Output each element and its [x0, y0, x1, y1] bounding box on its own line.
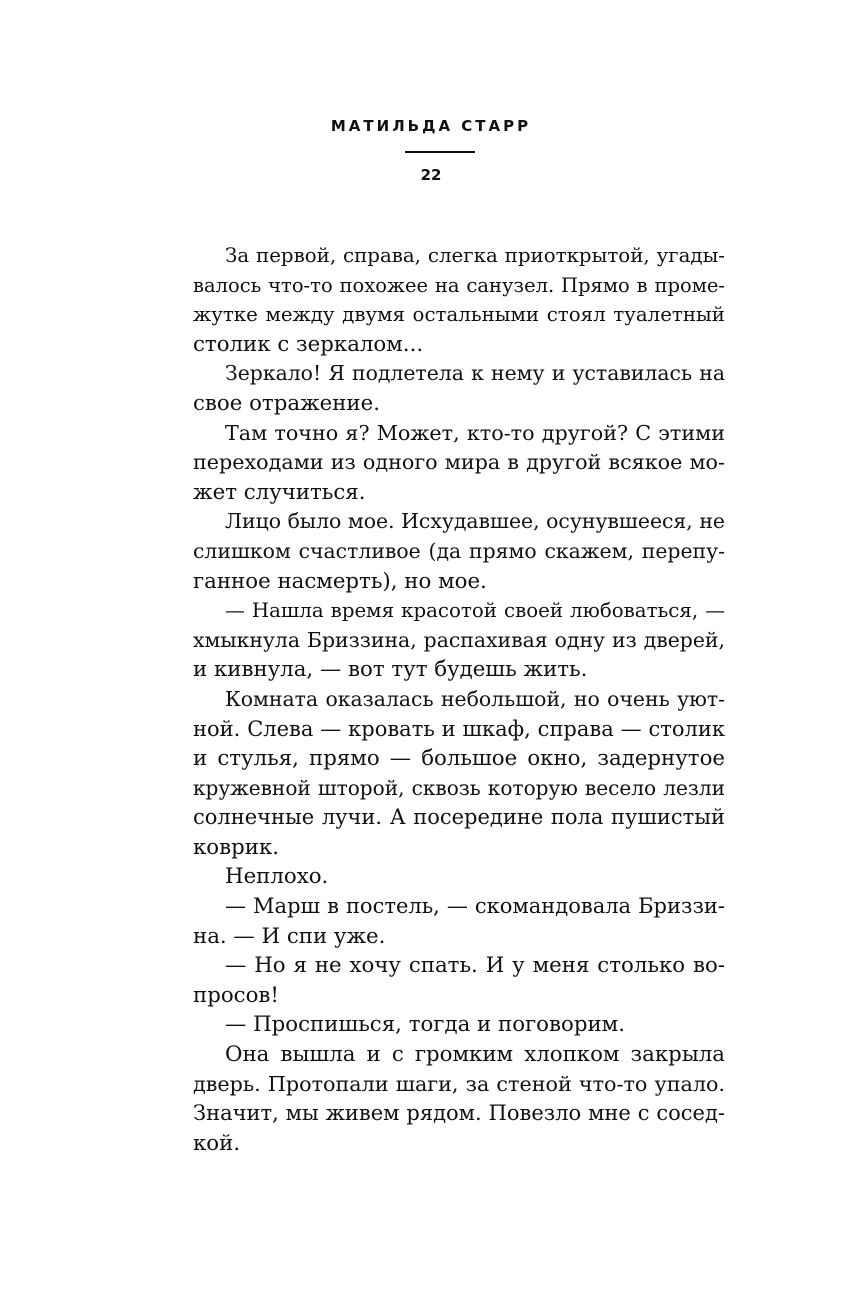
text-line: столик с зеркалом... [193, 331, 424, 357]
text-line: и кивнула, — вот тут будешь жить. [193, 657, 588, 683]
text-line: солнечные лучи. А посередине пола пушистый [193, 805, 725, 830]
text-line: ной. Слева — кровать и шкаф, справа — столик [193, 716, 725, 741]
text-line: Лицо было мое. Исхудавшее, осунувшееся, не [225, 509, 725, 534]
text-line: жутке между двумя остальными стоял туалетный [193, 303, 725, 327]
text-line: жет случиться. [193, 479, 366, 505]
text-line: на. — И спи уже. [193, 923, 386, 949]
text-line: переходами из одного мира в другой всякое мо- [193, 450, 725, 475]
text-line: и стулья, прямо — большое окно, задернутое [193, 746, 725, 772]
text-line: Там точно я? Может, кто-то другой? С этими [225, 420, 725, 445]
running-header [0, 116, 844, 185]
text-line: кружевной шторой, сквозь которую весело лезли [193, 775, 725, 800]
text-line: просов! [193, 982, 279, 1008]
text-line: — Нашла время красотой своей любоваться, — [225, 599, 725, 623]
page-number: 22 [420, 166, 442, 184]
text-line: хмыкнула Бриззина, распахивая одну из дверей, [193, 627, 725, 652]
text-line: Неплохо. [225, 864, 329, 890]
header-divider [405, 151, 475, 153]
text-line: Комната оказалась небольшой, но очень уют- [225, 686, 725, 711]
text-line: Она вышла и с громким хлопком закрыла [225, 1042, 725, 1068]
text-line: свое отражение. [193, 390, 381, 416]
text-line: — Проспишься, тогда и поговорим. [225, 1012, 625, 1038]
text-line: За первой, справа, слегка приоткрытой, угады- [225, 244, 725, 267]
text-line: Зеркало! Я подлетела к нему и уставилась на [225, 361, 725, 386]
text-line: слишком счастливое (да прямо скажем, перепу- [193, 538, 725, 563]
text-line: Значит, мы живем рядом. Повезло мне с сосед- [193, 1101, 725, 1126]
text-line: ганное насмерть), но мое. [193, 568, 487, 594]
text-line: — Марш в постель, — скомандовала Бриззи- [225, 894, 725, 919]
text-line: дверь. Протопали шаги, за стеной что-то упало. [193, 1071, 725, 1096]
text-line: кой. [193, 1130, 241, 1156]
text-line: — Но я не хочу спать. И у меня столько во- [225, 953, 725, 979]
text-line: коврик. [193, 834, 280, 860]
author-name: МАТИЛЬДА СТАРР [330, 117, 532, 135]
body-text [193, 241, 725, 1158]
text-line: валось что-то похожее на санузел. Прямо в проме- [193, 273, 725, 297]
